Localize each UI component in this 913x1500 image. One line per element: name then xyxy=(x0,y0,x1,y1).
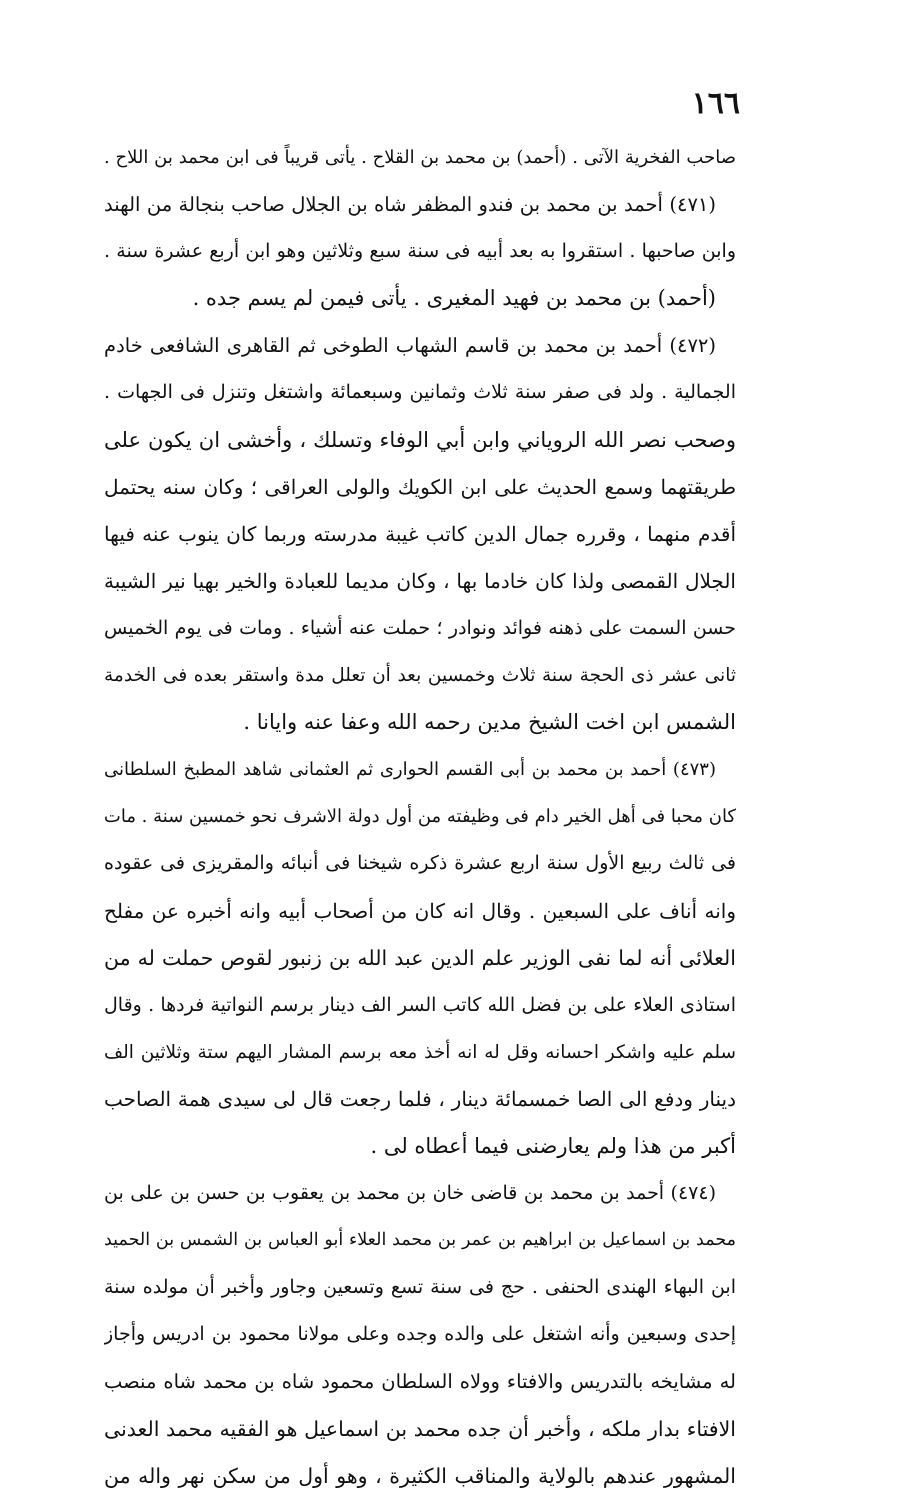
entry-474-line: (٤٧٤) أحمد بن محمد بن قاضى خان بن محمد بن يعقوب بن حسن بن على بن xyxy=(104,1182,716,1205)
text-line: صاحب الفخرية الآتى . (أحمد) بن محمد بن القلاح . يأتى قريباً فى ابن محمد بن اللاح . xyxy=(104,147,736,168)
page-body-text xyxy=(104,134,736,1500)
text-line: وانه أناف على السبعين . وقال انه كان من أصحاب أبيه وانه أخبره عن مفلح xyxy=(104,898,736,923)
text-line: العلائى أنه لما نفى الوزير علم الدين عبد الله بن زنبور لقوص حملت له من xyxy=(104,945,736,970)
entry-472-line: (٤٧٢) أحمد بن محمد بن قاسم الشهاب الطوخى ثم القاهرى الشافعى خادم xyxy=(104,334,716,358)
text-line: وصحب نصر الله الروياني وابن أبي الوفاء وتسلك ، وأخشى ان يكون على xyxy=(104,427,736,452)
text-line: ثانى عشر ذى الحجة سنة ثلاث وخمسين بعد أن تعلل مدة واستقر بعده فى الخدمة xyxy=(104,665,736,687)
text-line: الجمالية . ولد فى صفر سنة ثلاث وثمانين وسبعمائة واشتغل وتنزل فى الجهات . xyxy=(104,381,736,404)
text-line: استاذى العلاء على بن فضل الله كاتب السر الف دينار برسم النواتية فردها . وقال xyxy=(104,993,736,1016)
text-line: الشمس ابن اخت الشيخ مدين رحمه الله وعفا عنه وايانا . xyxy=(243,710,736,735)
text-line: (أحمد) بن محمد بن فهيد المغيرى . يأتى فيمن لم يسم جده . xyxy=(192,286,716,311)
text-line: وابن صاحبها . استقروا به بعد أبيه فى سنة سبع وثلاثين وهو ابن أربع عشرة سنة . xyxy=(104,240,736,263)
page-number: ١٦٦ xyxy=(691,86,740,121)
text-line: محمد بن اسماعيل بن ابراهيم بن عمر بن محمد العلاء أبو العباس بن الشمس بن الحميد xyxy=(104,1230,736,1251)
text-line: أكبر من هذا ولم يعارضنى فيما أعطاه لى . xyxy=(370,1133,736,1158)
text-line: فى ثالث ربيع الأول سنة اربع عشرة ذكره شيخنا فى أنبائه والمقريزى فى عقوده xyxy=(104,852,736,875)
text-line: المشهور عندهم بالولاية والمناقب الكثيرة ، وهو أول من سكن نهر واله من xyxy=(104,1463,736,1488)
text-line: له مشايخه بالتدريس والافتاء وولاه السلطان محمود شاه بن محمد شاه منصب xyxy=(104,1370,736,1394)
text-line: سلم عليه واشكر احسانه وقل له انه أخذ معه برسم المشار اليهم ستة وثلاثين الف xyxy=(104,1041,736,1063)
text-line: طريقتهما وسمع الحديث على ابن الكويك والولى العراقى ؛ وكان سنه يحتمل xyxy=(104,474,736,499)
text-line: إحدى وسبعين وأنه اشتغل على والده وجده وعلى مولانا محمود بن ادريس وأجاز xyxy=(104,1323,736,1346)
text-line: الافتاء بدار ملكه ، وأخبر أن جده محمد بن اسماعيل هو الفقيه محمد العدنى xyxy=(104,1416,736,1441)
text-line: دينار ودفع الى الصا خمسمائة دينار ، فلما رجعت قال لى سيدى همة الصاحب xyxy=(104,1086,736,1111)
entry-473-line: (٤٧٣) أحمد بن محمد بن أبى القسم الحوارى ثم العثمانى شاهد المطبخ السلطانى xyxy=(104,759,716,781)
text-line: أقدم منهما ، وقرره جمال الدين كاتب غيبة مدرسته وربما كان ينوب عنه فيها xyxy=(104,521,736,546)
text-line: الجلال القمصى ولذا كان خادما بها ، وكان مديما للعبادة والخير بهيا نير الشيبة xyxy=(104,568,736,593)
entry-471-line: (٤٧١) أحمد بن محمد بن فندو المظفر شاه بن الجلال صاحب بنجالة من الهند xyxy=(104,193,716,217)
text-line: ابن البهاء الهندى الحنفى . حج فى سنة تسع وتسعين وجاور وأخبر أن مولده سنة xyxy=(104,1276,736,1299)
text-line: حسن السمت على ذهنه فوائد ونوادر ؛ حملت عنه أشياء . ومات فى يوم الخميس xyxy=(104,616,736,639)
text-line: كان محبا فى أهل الخير دام فى وظيفته من أول دولة الاشرف نحو خمسين سنة . مات xyxy=(104,806,736,828)
